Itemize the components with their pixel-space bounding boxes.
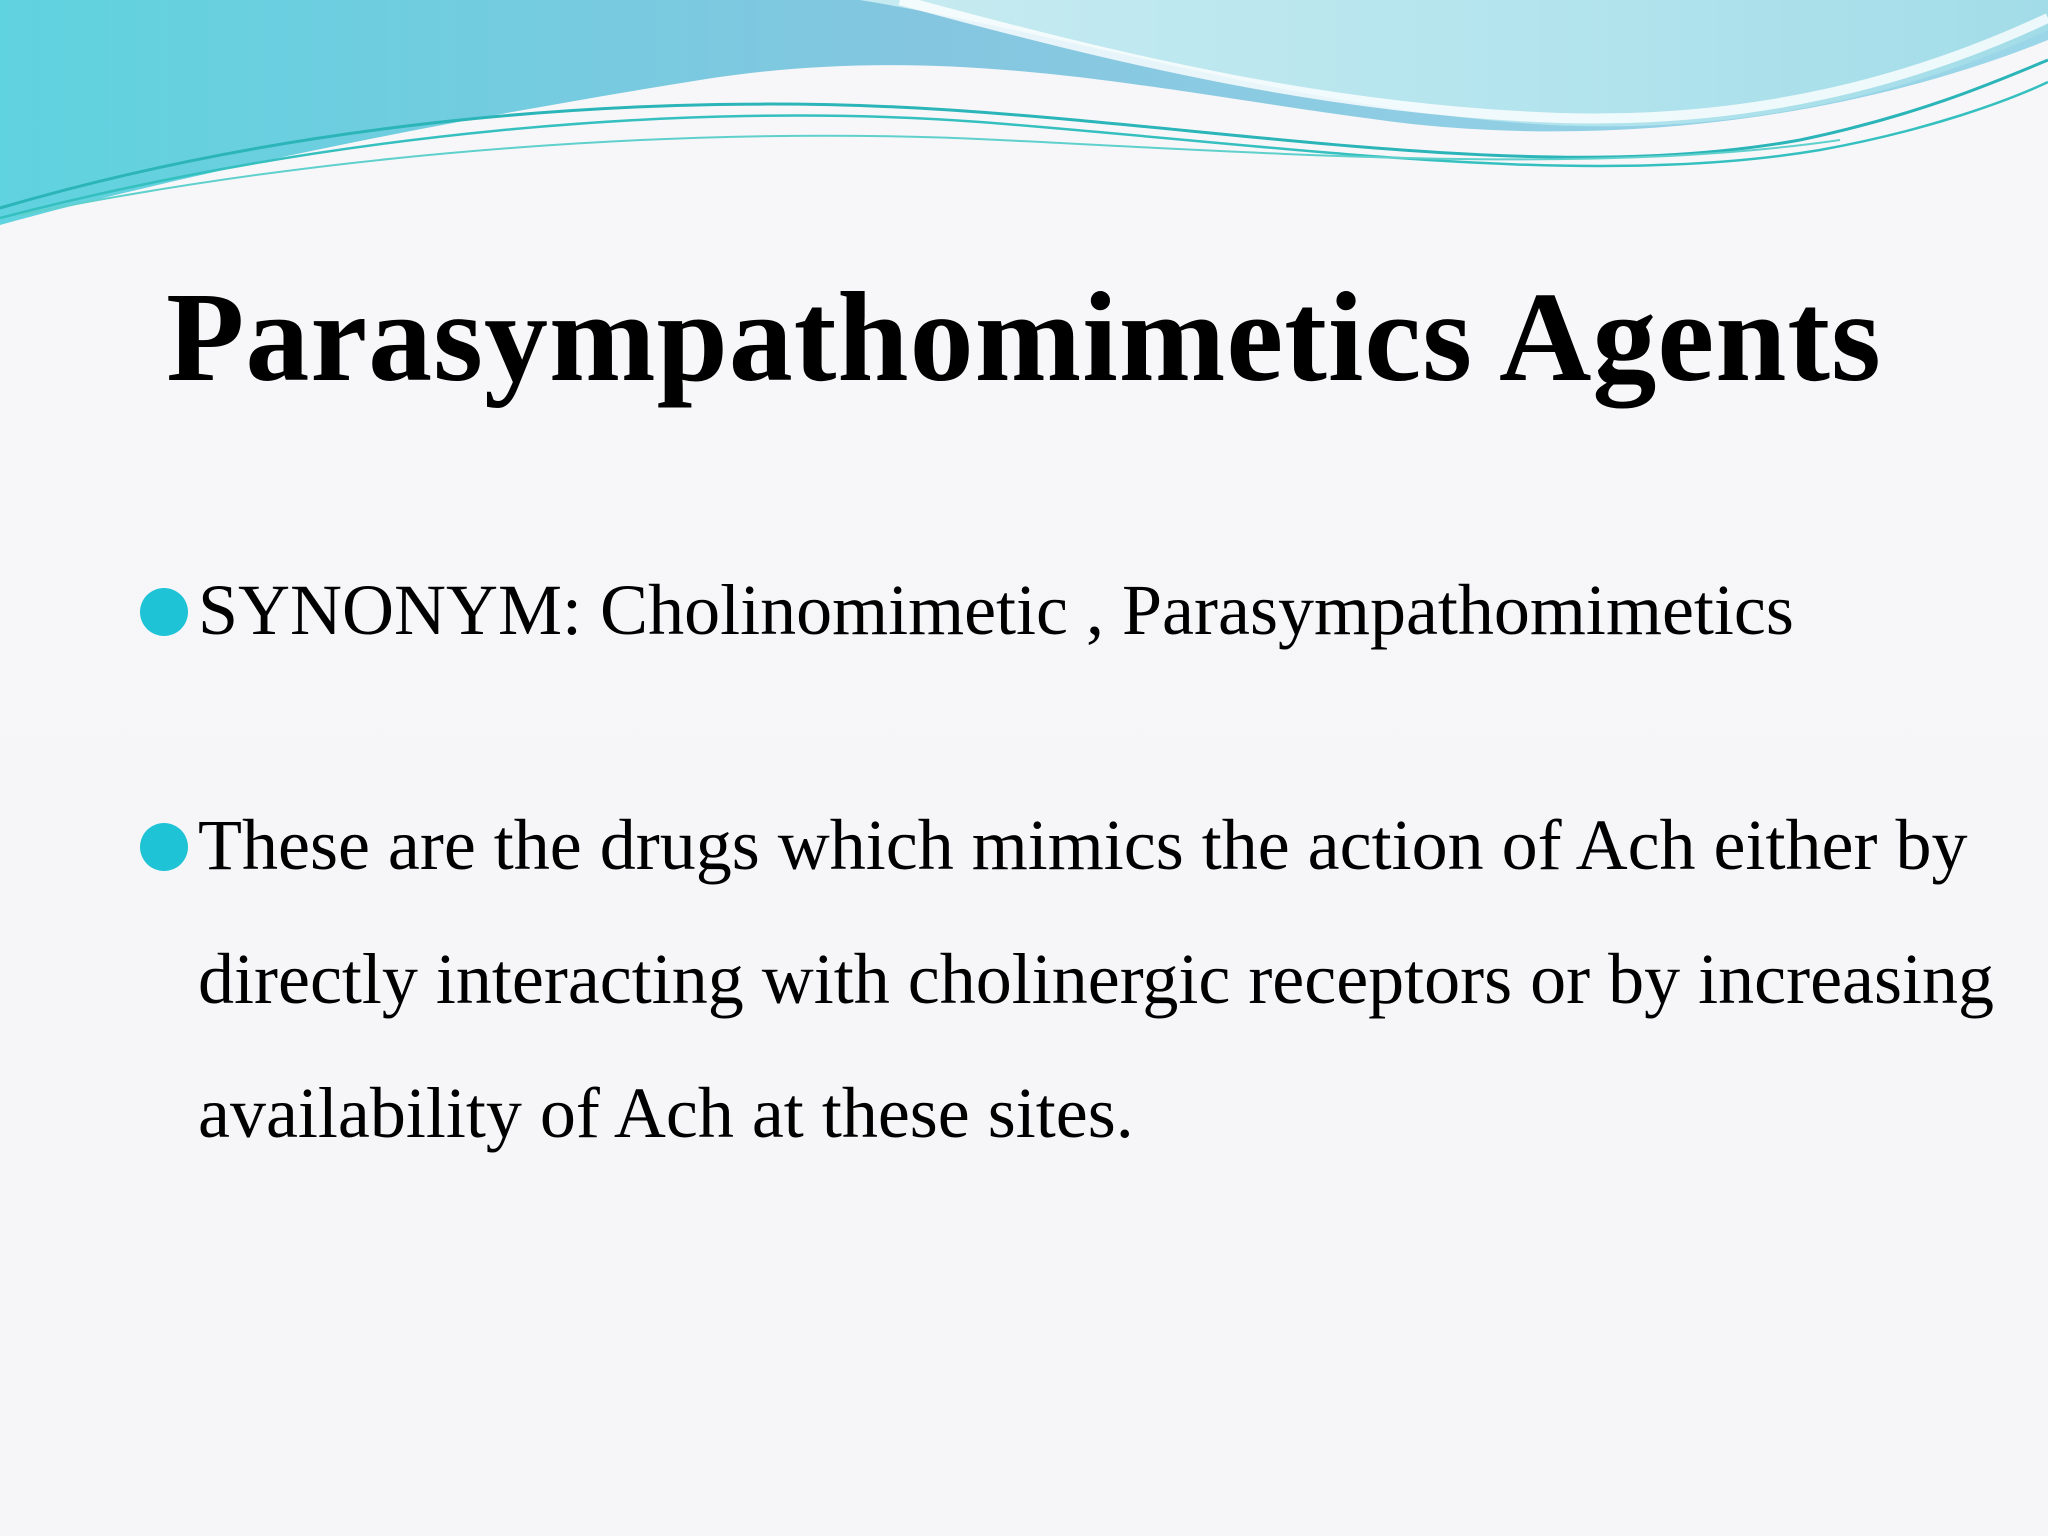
bullet-item-synonym bbox=[140, 560, 2000, 660]
wave-decoration bbox=[0, 0, 2048, 240]
bullet-list bbox=[140, 560, 2000, 1180]
bullet-text: These are the drugs which mimics the action of Ach either by directly interacting with cholinergic receptors or by increasing availability of Ach at these sites. bbox=[198, 805, 1995, 1153]
bullet-dot-icon bbox=[140, 823, 188, 871]
bullet-text: SYNONYM: Cholinomimetic , Parasympathomimetics bbox=[198, 570, 1794, 650]
bullet-item-definition bbox=[140, 778, 2000, 1180]
slide-title: Parasympathomimetics Agents bbox=[166, 266, 1882, 408]
bullet-dot-icon bbox=[140, 588, 188, 636]
